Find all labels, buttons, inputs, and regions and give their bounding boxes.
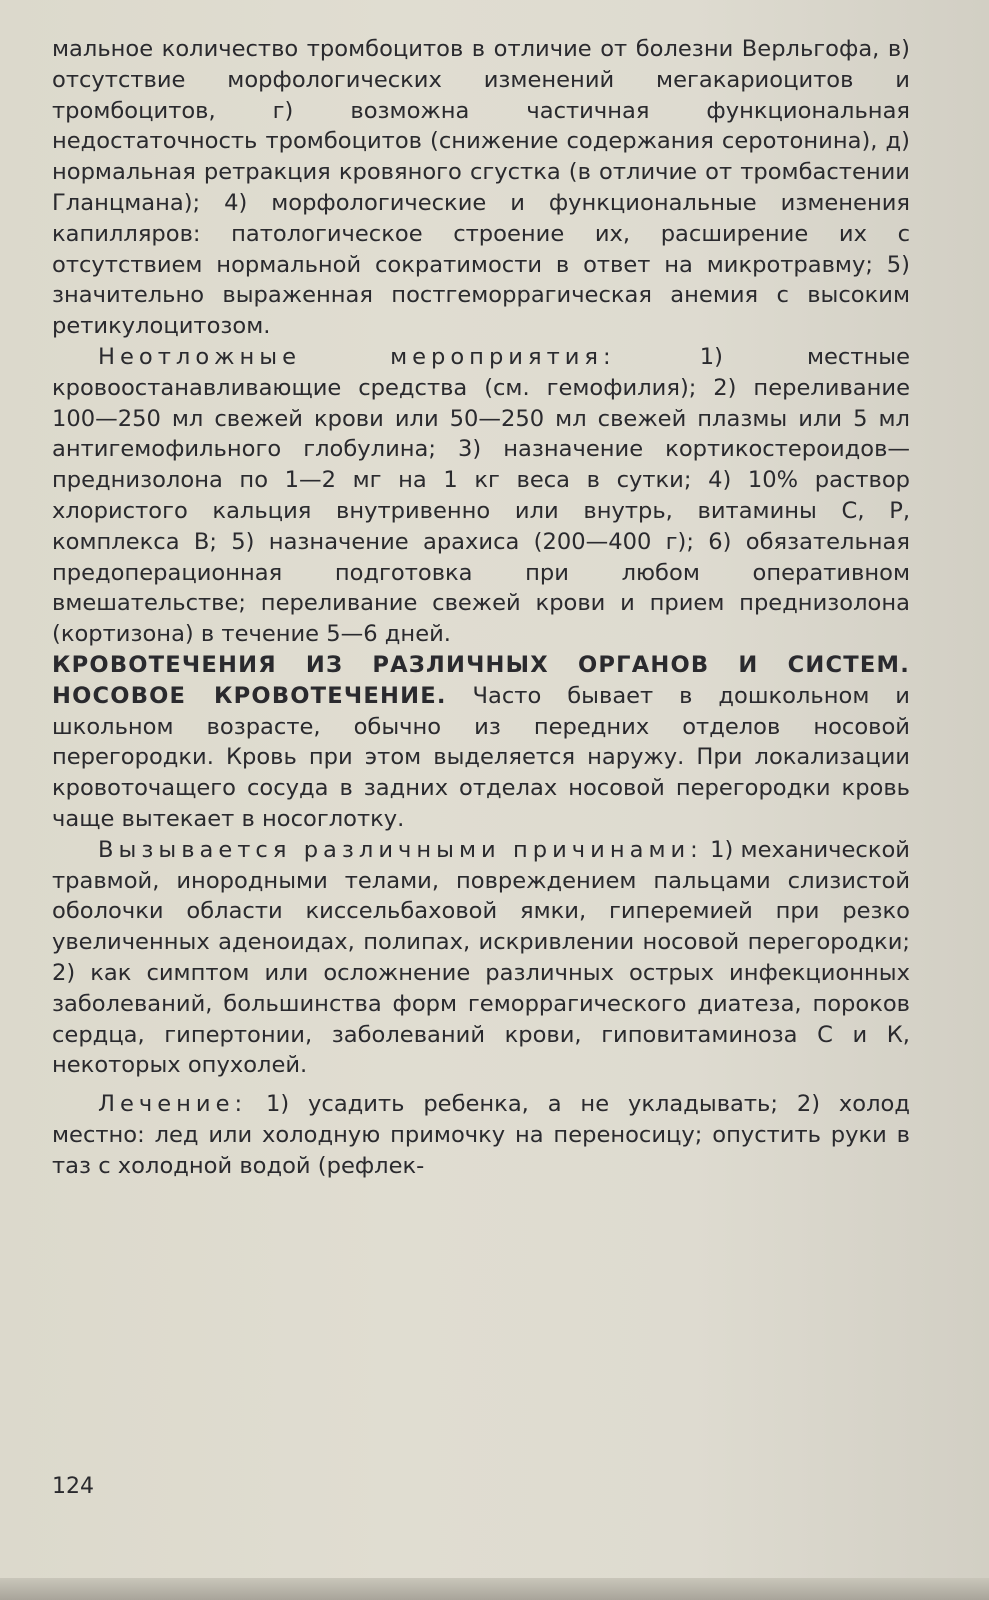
causes-label: Вызывается различными причинами: xyxy=(98,836,703,863)
paragraph-4 xyxy=(52,835,910,1081)
page-bottom-edge xyxy=(0,1578,989,1600)
emergency-measures-label: Неотложные мероприятия: xyxy=(98,343,616,370)
page-number: 124 xyxy=(52,1474,94,1499)
causes-text: 1) механической травмой, инородными телами, повреждением пальцами слизистой оболочки области киссельбаховой ямки, гиперемией при резко увеличенных аденоидах, полипах, искривлении носовой перегородки; 2) как симптом или осложнение различных острых инфекционных заболеваний, большинства форм геморрагического диатеза, пороков сердца, гипертонии, заболеваний крови, гиповитаминоза С и К, некоторых опухолей. xyxy=(52,836,910,1079)
paragraph-5 xyxy=(52,1089,910,1181)
nosebleed-description: Часто бывает в дошкольном и школьном возрасте, обычно из передних отделов носовой перегородки. Кровь при этом выделяется наружу. При локализации кровоточащего сосуда в задних отделах носовой перегородки кровь чаще вытекает в носоглотку. xyxy=(52,682,910,832)
section-heading: КРОВОТЕЧЕНИЯ ИЗ РАЗЛИЧНЫХ ОРГАНОВ И СИСТЕМ. НОСОВОЕ КРОВОТЕЧЕНИЕ. xyxy=(52,651,910,709)
paragraph-1: мальное количество тромбоцитов в отличие от болезни Верльгофа, в) отсутствие морфологических изменений мегакариоцитов и тромбоцитов, г) возможна частичная функциональная недостаточность тромбоцитов (снижение содержания серотонина), д) нормальная ретракция кровяного сгустка (в отличие от тромбастении Гланцмана); 4) морфологические и функциональные изменения капилляров: патологическое строение их, расширение их с отсутствием нормальной сократимости в ответ на микротравму; 5) значительно выраженная постгеморрагическая анемия с высоким ретикулоцитозом. xyxy=(52,36,910,340)
page-text xyxy=(52,34,910,1181)
paragraph-2 xyxy=(52,342,910,650)
treatment-label: Лечение: xyxy=(98,1091,248,1118)
treatment-text: 1) усадить ребенка, а не укладывать; 2) холод местно: лед или холодную примочку на переносицу; опустить руки в таз с холодной водой (рефлек- xyxy=(52,1091,910,1179)
emergency-measures-text: 1) местные кровоостанавливающие средства (см. гемофилия); 2) переливание 100—250 мл свежей крови или 50—250 мл свежей плазмы или 5 мл антигемофильного глобулина; 3) назначение кортикостероидов—преднизолона по 1—2 мг на 1 кг веса в сутки; 4) 10% раствор хлористого кальция внутривенно или внутрь, витамины С, Р, комплекса В; 5) назначение арахиса (200—400 г); 6) обязательная предоперационная подготовка при любом оперативном вмешательстве; переливание свежей крови и прием преднизолона (кортизона) в течение 5—6 дней. xyxy=(52,343,910,648)
paragraph-3 xyxy=(52,650,910,835)
